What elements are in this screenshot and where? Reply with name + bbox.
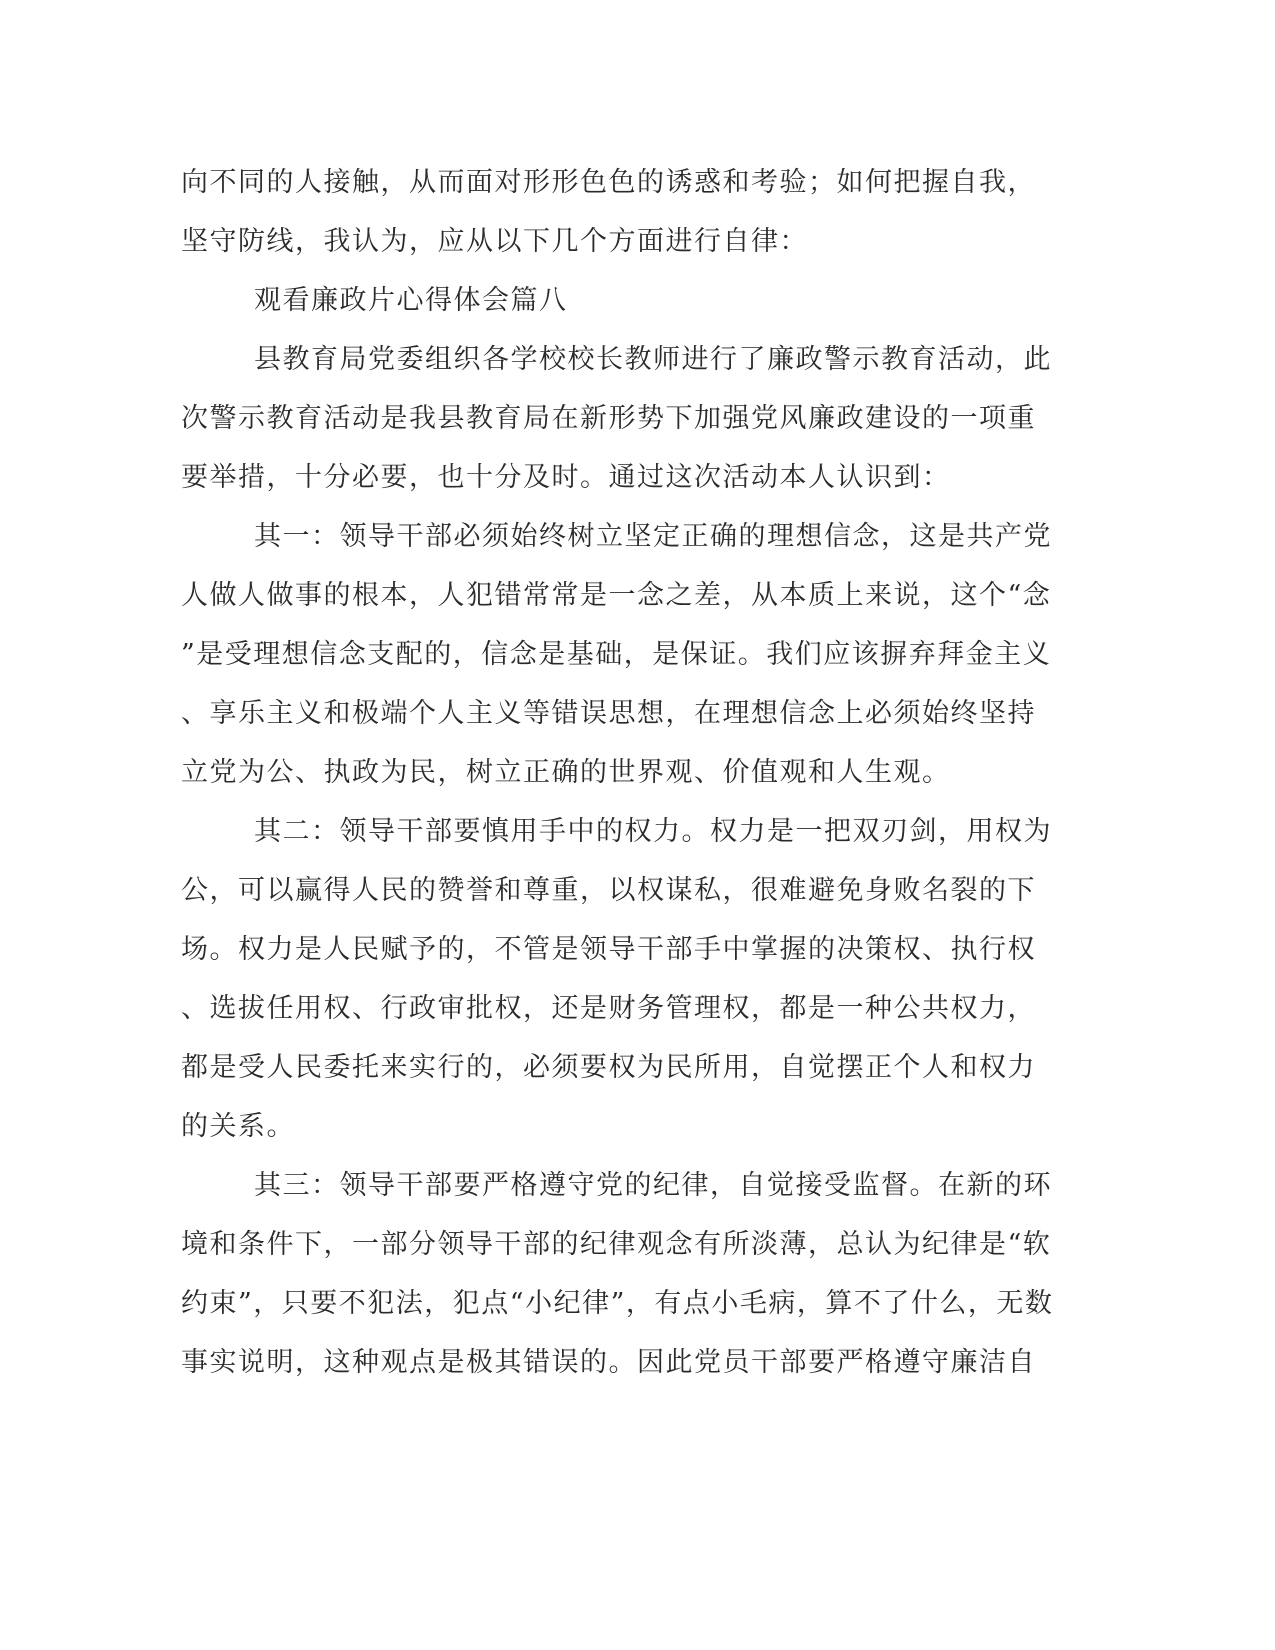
text-line: 其三：领导干部要严格遵守党的纪律，自觉接受监督。在新的环	[254, 1170, 1052, 1201]
text-line: 都是受人民委托来实行的，必须要权为民所用，自觉摆正个人和权力	[181, 1052, 1036, 1083]
text-line: 坚守防线，我认为，应从以下几个方面进行自律：	[181, 226, 808, 257]
text-line: ”是受理想信念支配的，信念是基础，是保证。我们应该摒弃拜金主义	[181, 639, 1052, 670]
text-line: 人做人做事的根本，人犯错常常是一念之差，从本质上来说，这个“念	[181, 580, 1052, 611]
text-line: 事实说明，这种观点是极其错误的。因此党员干部要严格遵守廉洁自	[181, 1347, 1036, 1378]
text-line: 其一：领导干部必须始终树立坚定正确的理想信念，这是共产党	[254, 521, 1052, 552]
text-line: 的关系。	[181, 1111, 295, 1142]
text-line: 向不同的人接触，从而面对形形色色的诱惑和考验；如何把握自我，	[181, 167, 1036, 198]
section-heading: 观看廉政片心得体会篇八	[254, 285, 568, 316]
text-line: 、选拔任用权、行政审批权，还是财务管理权，都是一种公共权力，	[181, 993, 1036, 1024]
text-line: 约束”，只要不犯法，犯点“小纪律”，有点小毛病，算不了什么，无数	[181, 1288, 1054, 1319]
text-line: 境和条件下，一部分领导干部的纪律观念有所淡薄，总认为纪律是“软	[181, 1229, 1052, 1260]
text-line: 其二：领导干部要慎用手中的权力。权力是一把双刃剑，用权为	[254, 816, 1052, 847]
text-line: 、享乐主义和极端个人主义等错误思想，在理想信念上必须始终坚持	[181, 698, 1036, 729]
text-line: 立党为公、执政为民，树立正确的世界观、价值观和人生观。	[181, 757, 951, 788]
body-text	[181, 153, 1054, 1392]
text-line: 公，可以赢得人民的赞誉和尊重，以权谋私，很难避免身败名裂的下	[181, 875, 1036, 906]
text-line: 次警示教育活动是我县教育局在新形势下加强党风廉政建设的一项重	[181, 403, 1036, 434]
text-line: 县教育局党委组织各学校校长教师进行了廉政警示教育活动，此	[254, 344, 1052, 375]
text-line: 场。权力是人民赋予的，不管是领导干部手中掌握的决策权、执行权	[181, 934, 1036, 965]
text-line: 要举措，十分必要，也十分及时。通过这次活动本人认识到：	[181, 462, 951, 493]
